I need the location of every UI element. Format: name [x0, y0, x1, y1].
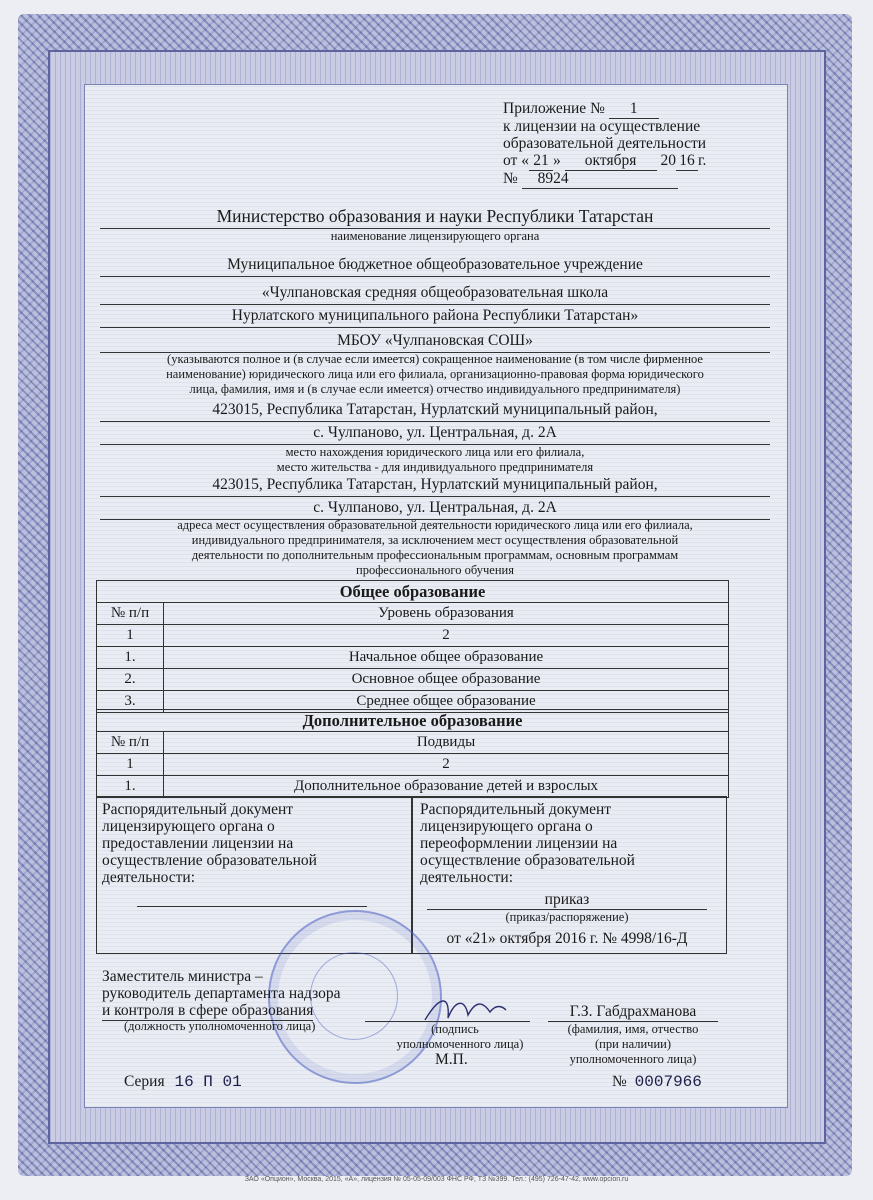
divider	[100, 496, 770, 497]
reissue-document-box: Распорядительный документ лицензирующего органа о переоформлении лицензии на осуществление образовательной деятельности: приказ (приказ/распоряжение) от «21» октября 2016 г. № 4998/16-Д	[411, 796, 727, 954]
table-col-index: 1	[97, 754, 164, 776]
table-header-number: № п/п	[97, 603, 164, 625]
org-name-line1: Муниципальное бюджетное общеобразовательное учреждение	[227, 256, 643, 273]
org-caption-2: наименование) юридического лица или его филиала, организационно-правовая форма юридического	[166, 367, 704, 381]
seal-place-label: М.П.	[435, 1051, 468, 1068]
location-caption-1: место нахождения юридического лица или его филиала,	[285, 445, 585, 459]
appendix-line3: образовательной деятельности	[503, 135, 707, 152]
fio-caption-3: уполномоченного лица)	[569, 1052, 697, 1066]
licensing-organ-name: Министерство образования и науки Республики Татарстан	[216, 206, 654, 226]
table-header-subtype: Подвиды	[164, 732, 729, 754]
location-line1: 423015, Республика Татарстан, Нурлатский муниципальный район,	[212, 401, 658, 418]
additional-education-title: Дополнительное образование	[97, 710, 729, 732]
activity-caption-2: индивидуального предпринимателя, за исключением мест осуществления образовательной	[191, 533, 679, 547]
divider	[100, 276, 770, 277]
grant-document-box: Распорядительный документ лицензирующего органа о предоставлении лицензии на осуществление образовательной деятельности:	[96, 796, 413, 954]
signatory-name: Г.З. Габдрахманова	[548, 1003, 718, 1022]
table-col-index: 2	[164, 625, 729, 647]
table-row: 3. Среднее общее образование	[97, 691, 729, 713]
appendix-label: Приложение № 1	[503, 100, 659, 119]
fio-caption-2: (при наличии)	[594, 1037, 672, 1051]
table-col-index: 2	[164, 754, 729, 776]
position-line3: и контроля в сфере образования	[102, 1002, 314, 1019]
position-caption: (должность уполномоченного лица)	[124, 1019, 316, 1033]
org-name-line2: «Чулпановская средняя общеобразовательная школа	[261, 284, 609, 301]
org-caption-1: (указываются полное и (в случае если имеется) сокращенное наименование (в том числе фирменное	[167, 352, 703, 366]
document-type: приказ	[427, 891, 707, 910]
activity-caption-1: адреса мест осуществления образовательной деятельности юридического лица или его филиала,	[177, 518, 693, 532]
additional-education-table	[96, 709, 729, 798]
position-line1: Заместитель министра –	[102, 968, 263, 985]
activity-caption-3: деятельности по дополнительным профессиональным программам, основным программам	[191, 548, 679, 562]
appendix-line2: к лицензии на осуществление	[503, 118, 701, 135]
document-date-number: от «21» октября 2016 г. № 4998/16-Д	[446, 930, 688, 947]
license-number: № 8924	[503, 170, 678, 189]
appendix-date: от « 21 » октября 20 16 г.	[503, 152, 707, 169]
signature-caption-1: (подпись	[431, 1022, 479, 1036]
signature-line	[137, 906, 367, 907]
blank-number-value: 0007966	[634, 1073, 702, 1091]
table-row: 2. Основное общее образование	[97, 669, 729, 691]
signature-caption-2: уполномоченного лица)	[396, 1037, 524, 1051]
location-line2: с. Чулпаново, ул. Центральная, д. 2А	[313, 424, 557, 441]
appendix-number: 1	[609, 100, 659, 119]
table-row: 1. Начальное общее образование	[97, 647, 729, 669]
position-line2: руководитель департамента надзора	[102, 985, 341, 1002]
fio-caption-1: (фамилия, имя, отчество	[567, 1022, 699, 1036]
general-education-title: Общее образование	[97, 581, 729, 603]
series: Серия 16 П 01	[124, 1073, 242, 1091]
table-header-level: Уровень образования	[164, 603, 729, 625]
printer-imprint: ЗАО «Опцион», Москва, 2015, «А», лицензия № 05-05-09/003 ФНС РФ, ТЗ №399. Тел.: (495) 726-47-42, www.opcion.ru	[244, 1176, 629, 1183]
divider	[100, 421, 770, 422]
table-row: 1. Дополнительное образование детей и взрослых	[97, 776, 729, 798]
series-value: 16 П 01	[174, 1073, 242, 1091]
document-type-caption: (приказ/распоряжение)	[505, 910, 629, 924]
org-caption-3: лица, фамилия, имя и (в случае если имеется) отчество индивидуального предпринимателя)	[189, 382, 681, 396]
table-col-index: 1	[97, 625, 164, 647]
blank-number: № 0007966	[612, 1073, 702, 1091]
general-education-table	[96, 580, 729, 713]
divider	[100, 327, 770, 328]
org-short-name: МБОУ «Чулпановская СОШ»	[337, 332, 533, 349]
activity-caption-4: профессионального обучения	[356, 563, 514, 577]
divider	[100, 304, 770, 305]
table-header-number: № п/п	[97, 732, 164, 754]
org-name-line3: Нурлатского муниципального района Республики Татарстан»	[231, 307, 639, 324]
activity-line2: с. Чулпаново, ул. Центральная, д. 2А	[313, 499, 557, 516]
licensing-organ-caption: наименование лицензирующего органа	[330, 229, 540, 243]
activity-line1: 423015, Республика Татарстан, Нурлатский муниципальный район,	[212, 476, 658, 493]
location-caption-2: место жительства - для индивидуального предпринимателя	[276, 460, 594, 474]
